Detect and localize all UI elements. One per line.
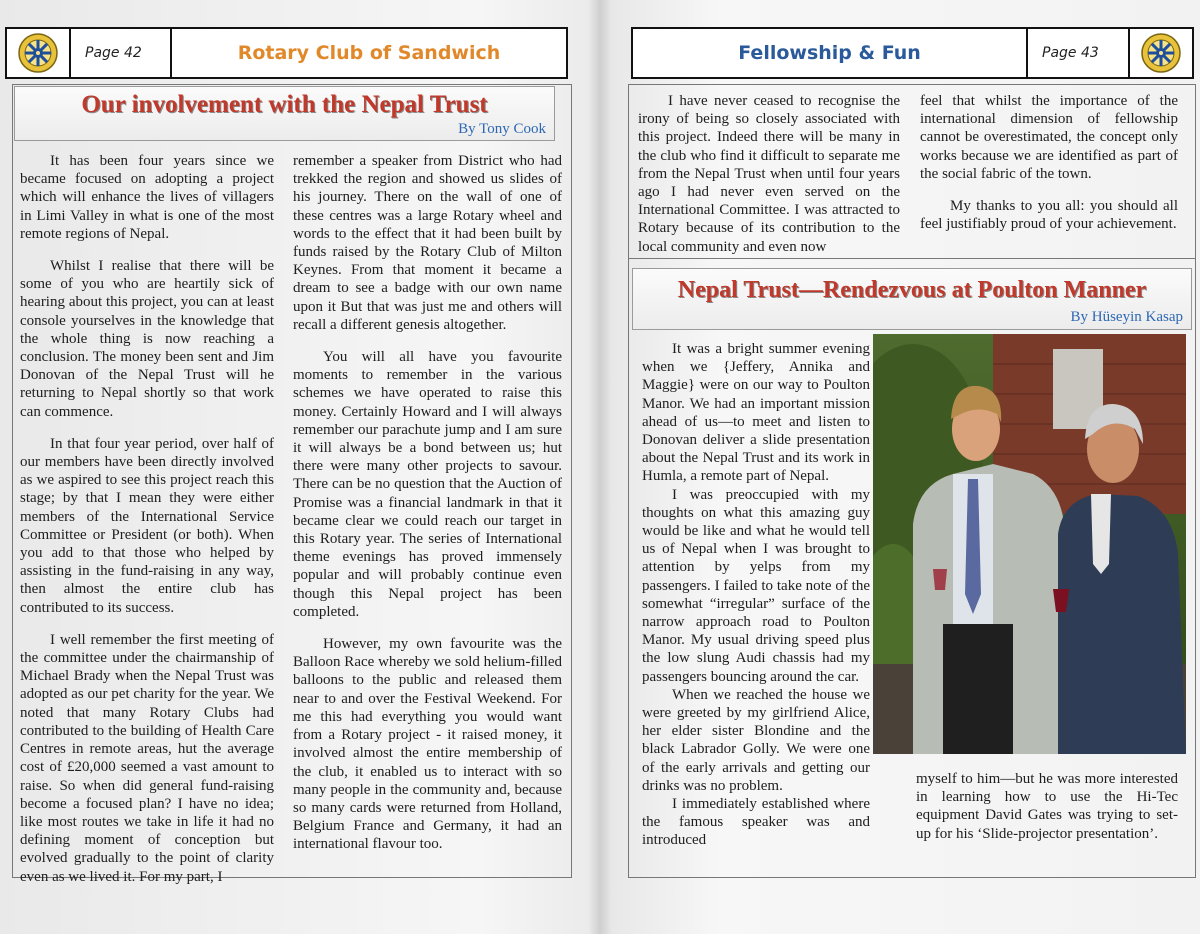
- left-page: [0, 0, 596, 934]
- paragraph: When we reached the house we were greeted by my girlfriend Alice, her elder sister Blondine and the black Labrador Golly. We were one of the early arrivals and getting our drinks was no problem.: [642, 686, 870, 794]
- left-header: [5, 27, 568, 79]
- page-number: Page 43: [1026, 29, 1128, 77]
- paragraph: It has been four years since we became focused on adopting a project which will enhance the lives of villagers in Limi Valley in what is one of the most remote regions of Nepal.: [20, 153, 274, 242]
- right-page: [604, 0, 1200, 934]
- paragraph: feel that whilst the importance of the international dimension of fellowship cannot be overestimated, the concept only works because we are identified as part of the social fabric of the town.: [920, 93, 1178, 182]
- rotary-wheel-logo: [1128, 29, 1192, 77]
- rotary-wheel-logo: [7, 29, 71, 77]
- article-byline: By Tony Cook: [458, 121, 546, 137]
- paragraph: myself to him—but he was more interested in learning how to use the Hi-Tec equipment David Gates was trying to set-up for his ‘Slide-projector presentation’.: [916, 771, 1178, 842]
- paragraph: I immediately established where the famous speaker was and introduced: [642, 796, 870, 849]
- section-divider: [628, 258, 1196, 259]
- rotary-wheel-icon: [16, 31, 60, 75]
- paragraph: However, my own favourite was the Balloon Race whereby we sold helium-filled balloons to the public and released them near to and over the Festival Weekend. For me this had everything you would want from a Rotary project - it raised money, it involved almost the entire membership of the club, it enabled us to interact with so many people in the community and, because so many cards were returned from Holland, Belgium France and Germany, it had an international flavour too.: [293, 636, 562, 853]
- header-title: Fellowship & Fun: [738, 42, 921, 64]
- article-byline: By Hüseyin Kasap: [1070, 309, 1183, 325]
- event-photo: [873, 334, 1186, 754]
- article-title: Nepal Trust—Rendezvous at Poulton Manner: [677, 277, 1147, 303]
- article-title: Our involvement with the Nepal Trust: [81, 91, 488, 118]
- paragraph: remember a speaker from District who had trekked the region and showed us slides of his journey. There on the wall of one of these centres was a large Rotary wheel and words to the effect that it had been built by funds raised by the Rotary Club of Milton Keynes. From that moment it became a dream to see a badge with our own name upon it But that was just me and others will recall a different genesis altogether.: [293, 153, 562, 333]
- photo-two-men-icon: [873, 334, 1186, 754]
- page-number: Page 42: [71, 29, 172, 77]
- paragraph: In that four year period, over half of our members have been directly involved as we aspired to see this project reach this stage; by that I mean they were either members of the International Service Committee or President (or both). When you add to that those who helped by assisting in the fund-raising in any way, then almost the entire club has contributed to its success.: [20, 435, 274, 616]
- left-column-1: [20, 152, 274, 886]
- paragraph: You will all have you favourite moments to remember in the various schemes we have operated to raise this money. Certainly Howard and I will always remember our parachute jump and I am sure it will always be a bond between us; hut there were many other projects to savour. There can be no question that the Auction of Promise was a financial landmark in that it became clear we could reach our target in this Rotary year. The series of International theme evenings has proved immensely popular and will probably continue even though this Nepal project has been completed.: [293, 349, 562, 620]
- paragraph: I well remember the first meeting of the committee under the chairmanship of Michael Brady when the Nepal Trust was adopted as our pet charity for the year. We noted that many Rotary Clubs had contributed to the building of Health Care Centres in remote areas, hut the average cost of £20,000 seemed a vast amount to raise. So when did general fund-raising become a focused plan? I have no idea; like most routes we take in life it had no defining moment of conception but evolved gradually to the point of clarity even as we lived it. For my part, I: [20, 631, 274, 885]
- article-title-box: [14, 86, 555, 141]
- rotary-wheel-icon: [1139, 31, 1183, 75]
- left-column-2: [293, 152, 562, 854]
- right-header: [631, 27, 1194, 79]
- right-top-column-2: [920, 92, 1178, 233]
- paragraph: I have never ceased to recognise the irony of being so closely associated with this project. Indeed there will be many in the club who find it difficult to separate me from the Nepal Trust when until four years ago I had never even served on the International Committee. I was attracted to Rotary because of its contribution to the local community and even now: [638, 93, 900, 255]
- paragraph: Whilst I realise that there will be some of you who are heartily sick of hearing about this project, you can at least console yourselves in the knowledge that the whole thing is now reaching a conclusion. The money been sent and Jim Donovan of the Nepal Trust will he returning to Nepal shortly so that work can commence.: [20, 258, 274, 420]
- paragraph: My thanks to you all: you should all feel justifiably proud of your achievement.: [920, 198, 1178, 233]
- paragraph: I was preoccupied with my thoughts on what this amazing guy would be like and what he would tell us of Nepal when I was brought to attention by yelps from my passengers. I failed to take note of the somewhat “irregular” surface of the narrow approach road to Poulton Manor. My usual driving speed plus the low slung Audi chassis had my passengers bouncing around the car.: [642, 486, 870, 685]
- header-title: Rotary Club of Sandwich: [237, 42, 501, 64]
- paragraph: It was a bright summer evening when we {Jeffery, Annika and Maggie} were on our way to Poulton Manor. We had an important mission ahead of us—to meet and listen to Donovan deliver a slide presentation about the Nepal Trust and its work in Humla, a remote part of Nepal.: [642, 341, 870, 485]
- right-bottom-column-2: [916, 770, 1178, 843]
- right-narrow-column: [642, 340, 870, 850]
- right-top-column-1: [638, 92, 900, 256]
- article-title-box: [632, 268, 1192, 330]
